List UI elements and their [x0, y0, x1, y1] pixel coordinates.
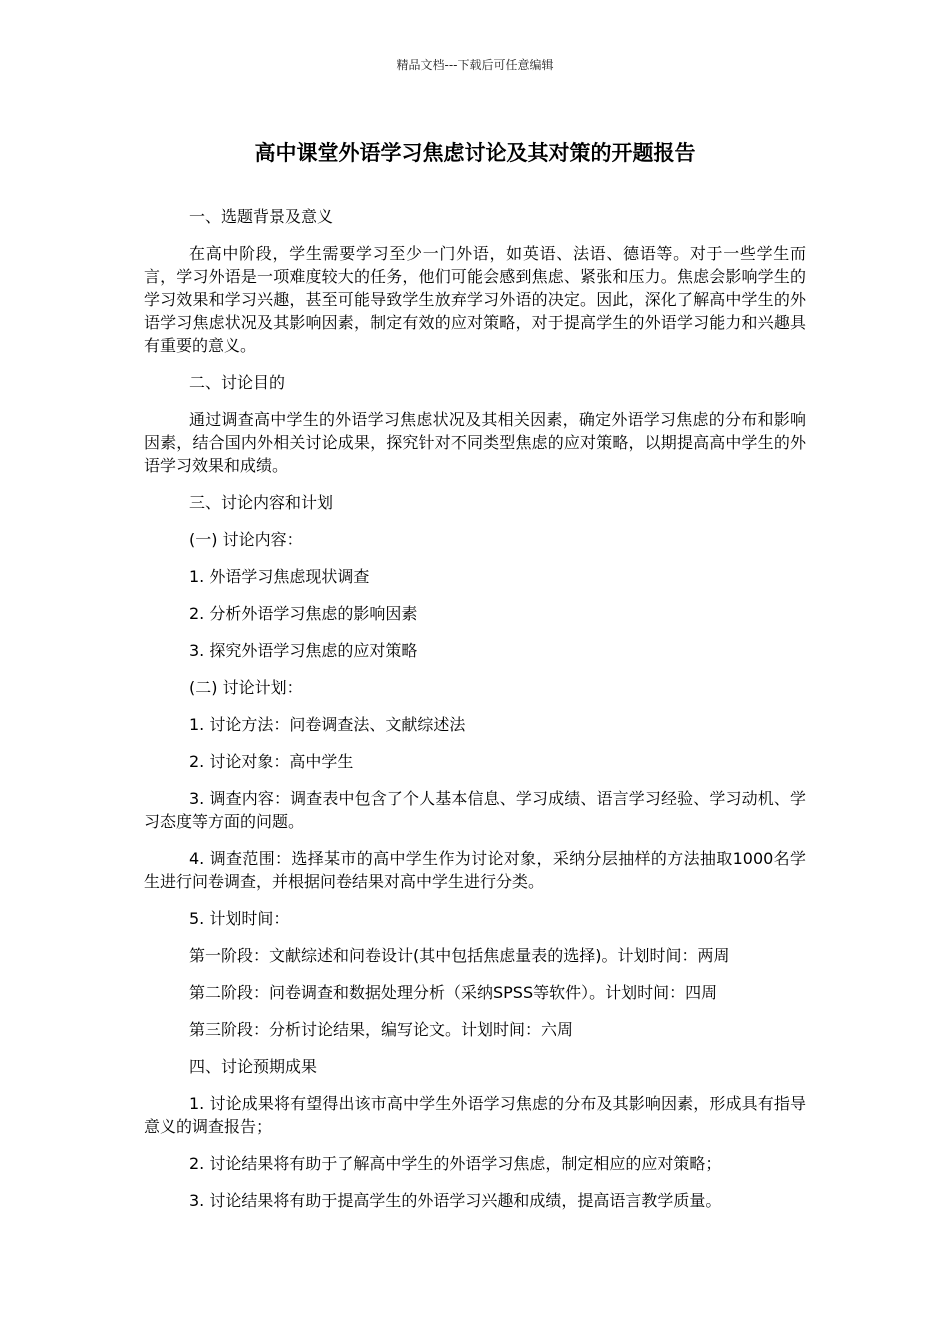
- schedule-item: 第三阶段：分析讨论结果，编写论文。计划时间：六周: [189, 1020, 574, 1039]
- schedule-item: 第二阶段：问卷调查和数据处理分析（采纳SPSS等软件）。计划时间：四周: [189, 983, 718, 1002]
- schedule-item: 第一阶段：文献综述和问卷设计(其中包括焦虑量表的选择)。计划时间：两周: [189, 946, 730, 965]
- section-heading: 一、选题背景及意义: [189, 207, 334, 226]
- subsection-heading: (一) 讨论内容：: [189, 530, 303, 549]
- list-item: 5. 计划时间：: [189, 909, 290, 928]
- document-body: [144, 205, 806, 1226]
- list-item: 1. 讨论方法：问卷调查法、文献综述法: [189, 715, 466, 734]
- list-item: 1. 讨论成果将有望得出该市高中学生外语学习焦虑的分布及其影响因素，形成具有指导意义的调查报告；: [144, 1094, 806, 1136]
- document-title: 高中课堂外语学习焦虑讨论及其对策的开题报告: [254, 141, 696, 165]
- list-item: 3. 探究外语学习焦虑的应对策略: [189, 641, 418, 660]
- paragraph: 通过调查高中学生的外语学习焦虑状况及其相关因素，确定外语学习焦虑的分布和影响因素，结合国内外相关讨论成果，探究针对不同类型焦虑的应对策略，以期提高高中学生的外语学习效果和成绩。: [144, 410, 806, 475]
- subsection-heading: (二) 讨论计划：: [189, 678, 303, 697]
- paragraph: 在高中阶段，学生需要学习至少一门外语，如英语、法语、德语等。对于一些学生而言，学习外语是一项难度较大的任务，他们可能会感到焦虑、紧张和压力。焦虑会影响学生的学习效果和学习兴趣，甚至可能导致学生放弃学习外语的决定。因此，深化了解高中学生的外语学习焦虑状况及其影响因素，制定有效的应对策略，对于提高学生的外语学习能力和兴趣具有重要的意义。: [144, 244, 806, 355]
- list-item: 3. 讨论结果将有助于提高学生的外语学习兴趣和成绩，提高语言教学质量。: [189, 1191, 722, 1210]
- list-item: 3. 调查内容：调查表中包含了个人基本信息、学习成绩、语言学习经验、学习动机、学习态度等方面的问题。: [144, 789, 806, 831]
- page-header: 精品文档---下载后可任意编辑: [396, 58, 554, 72]
- list-item: 4. 调查范围：选择某市的高中学生作为讨论对象，采纳分层抽样的方法抽取1000名学生进行问卷调查，并根据问卷结果对高中学生进行分类。: [144, 849, 806, 891]
- section-heading: 二、讨论目的: [189, 373, 286, 392]
- section-heading: 四、讨论预期成果: [189, 1057, 318, 1076]
- list-item: 1. 外语学习焦虑现状调查: [189, 567, 370, 586]
- list-item: 2. 讨论结果将有助于了解高中学生的外语学习焦虑，制定相应的应对策略；: [189, 1154, 722, 1173]
- list-item: 2. 分析外语学习焦虑的影响因素: [189, 604, 418, 623]
- list-item: 2. 讨论对象：高中学生: [189, 752, 354, 771]
- section-heading: 三、讨论内容和计划: [189, 493, 334, 512]
